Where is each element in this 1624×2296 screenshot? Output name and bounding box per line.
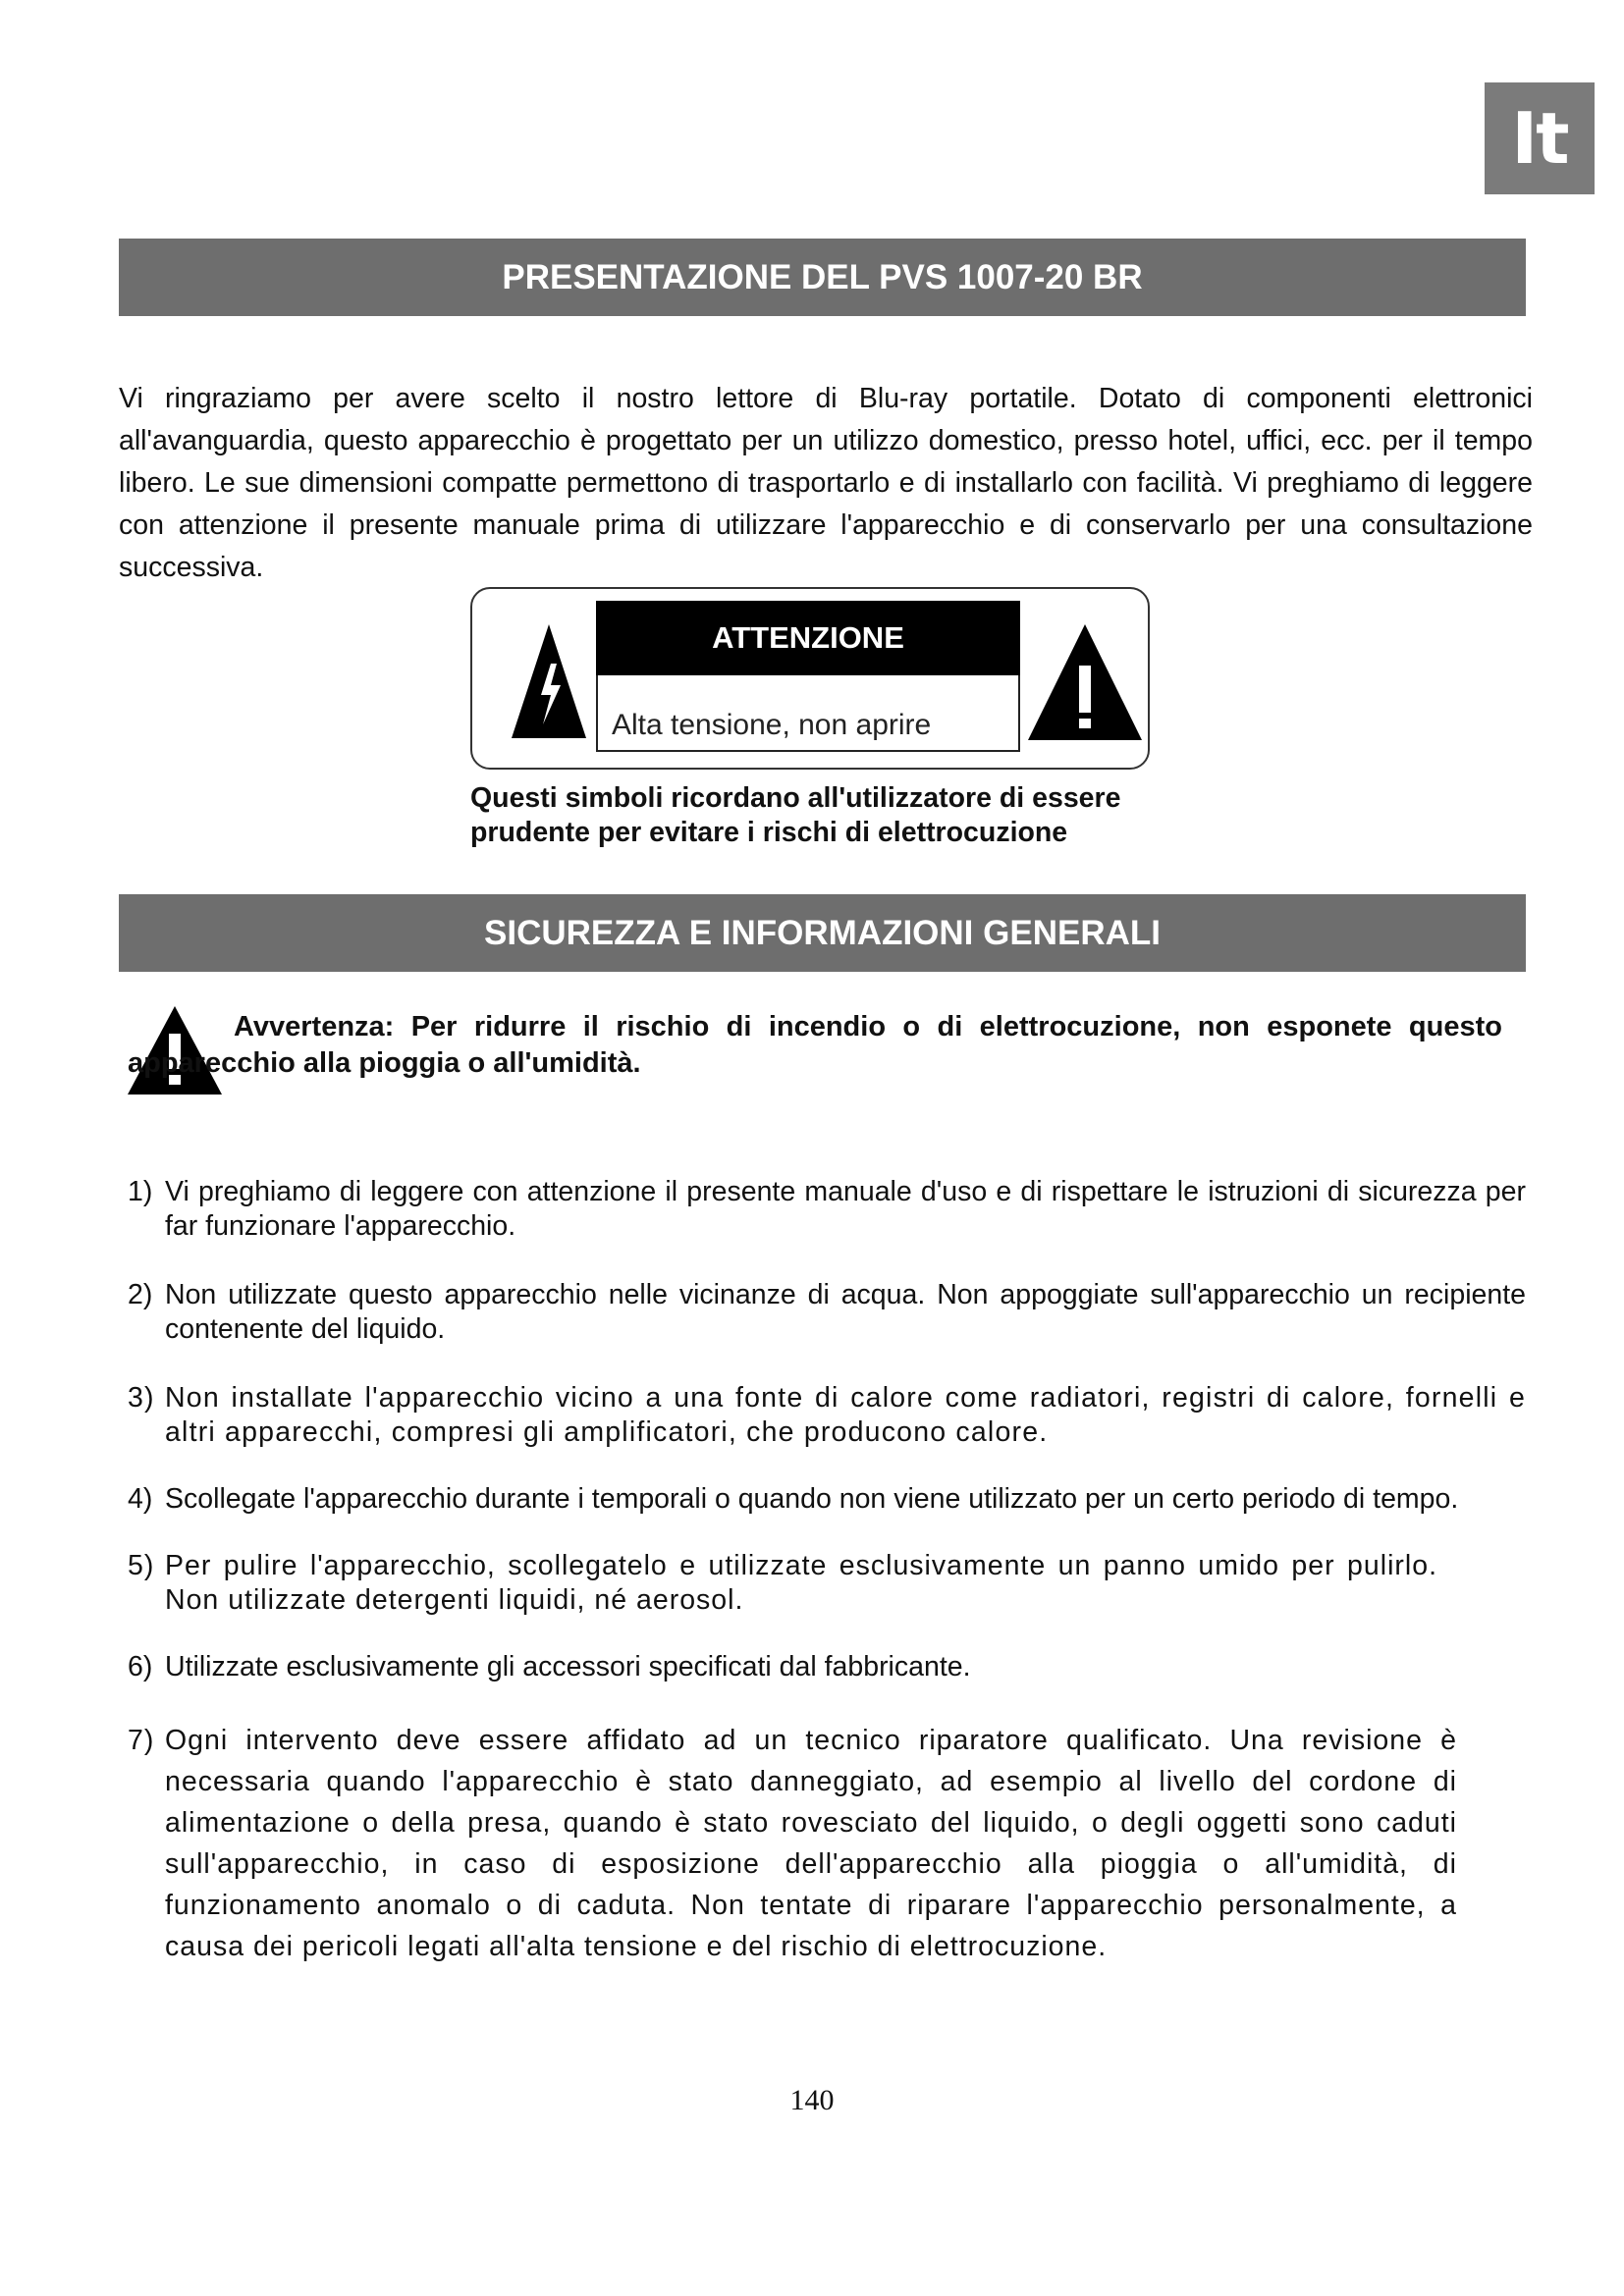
list-item [128, 1482, 1526, 1517]
item-number: 5) [128, 1550, 155, 1581]
list-item [128, 1381, 1526, 1450]
exclamation-warning-icon [1028, 624, 1142, 740]
page-number: 140 [789, 2084, 835, 2116]
item-text: Vi preghiamo di leggere con attenzione il presente manuale d'uso e di rispettare le istruzioni di sicurezza per far funzionare l'apparecchio. [165, 1176, 1526, 1242]
avvertenza-text [128, 1009, 1502, 1082]
list-item [128, 1175, 1526, 1244]
item-text: Per pulire l'apparecchio, scollegatelo e utilizzate esclusivamente un panno umido per pulirlo. Non utilizzate detergenti liquidi, né aerosol. [165, 1550, 1437, 1616]
item-number: 7) [128, 1725, 155, 1756]
lightning-warning-icon [512, 624, 586, 738]
item-text: Non utilizzate questo apparecchio nelle vicinanze di acqua. Non appoggiate sull'apparecchio un recipiente contenente del liquido. [165, 1279, 1526, 1345]
avvertenza-paragraph: Avvertenza: Per ridurre il rischio di incendio o di elettrocuzione, non esponete questo apparecchio alla pioggia o all'umidità. [128, 1011, 1502, 1079]
warning-text: Alta tensione, non aprire [596, 675, 1020, 752]
item-number: 6) [128, 1651, 153, 1682]
list-item [128, 1720, 1526, 1967]
section-title-sicurezza: SICUREZZA E INFORMAZIONI GENERALI [119, 894, 1526, 972]
warning-heading: ATTENZIONE [596, 601, 1020, 675]
warning-label-box [470, 587, 1150, 770]
item-text: Non installate l'apparecchio vicino a una fonte di calore come radiatori, registri di calore, fornelli e altri apparecchi, compresi gli amplificatori, che producono calore. [165, 1382, 1526, 1448]
section-title-presentazione: PRESENTAZIONE DEL PVS 1007-20 BR [119, 239, 1526, 316]
safety-list [128, 1175, 1526, 1967]
intro-paragraph: Vi ringraziamo per avere scelto il nostro lettore di Blu-ray portatile. Dotato di componenti elettronici all'avanguardia, questo apparecchio è progettato per un utilizzo domestico, presso hotel, uffici, ecc. per il tempo libero. Le sue dimensioni compatte permettono di trasportarlo e di installarlo con facilità. Vi preghiamo di leggere con attenzione il presente manuale prima di utilizzare l'apparecchio e di conservarlo per una consultazione successiva. [119, 383, 1533, 583]
item-number: 2) [128, 1279, 153, 1310]
list-item [128, 1278, 1526, 1347]
language-tab: It [1485, 82, 1595, 194]
item-number: 4) [128, 1483, 153, 1515]
symbols-note [470, 781, 1217, 850]
list-item [128, 1549, 1526, 1618]
symbols-note-line2: prudente per evitare i rischi di elettrocuzione [470, 817, 1068, 848]
item-text: Ogni intervento deve essere affidato ad un tecnico riparatore qualificato. Una revisione è necessaria quando l'apparecchio è stato danneggiato, ad esempio al livello del cordone di alimentazione o della presa, quando è stato rovesciato del liquido, o degli oggetti sono caduti sull'apparecchio, in caso di esposizione dell'apparecchio alla pioggia o all'umidità, di funzionamento anomalo o di caduta. Non tentate di riparare l'apparecchio personalmente, a causa dei pericoli legati all'alta tensione e del rischio di elettrocuzione. [165, 1725, 1457, 1962]
item-number: 1) [128, 1176, 153, 1207]
symbols-note-line1: Questi simboli ricordano all'utilizzatore di essere [470, 782, 1121, 814]
list-item [128, 1650, 1526, 1684]
item-text: Utilizzate esclusivamente gli accessori specificati dal fabbricante. [165, 1651, 971, 1682]
item-text: Scollegate l'apparecchio durante i temporali o quando non viene utilizzato per un certo periodo di tempo. [165, 1483, 1459, 1515]
item-number: 3) [128, 1382, 155, 1414]
